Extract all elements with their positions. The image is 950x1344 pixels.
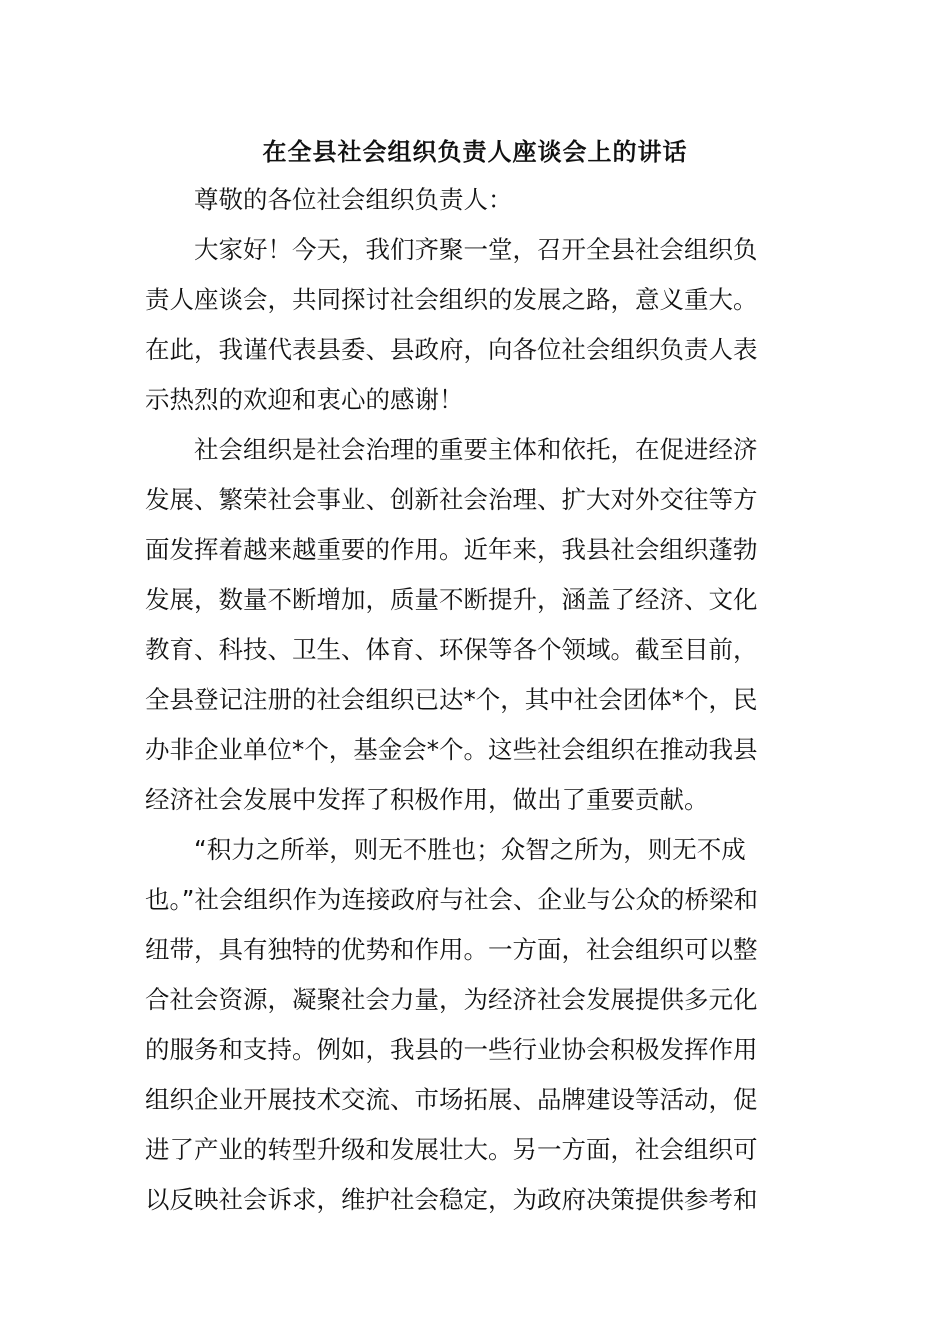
salutation: 尊敬的各位社会组织负责人： bbox=[194, 185, 513, 214]
paragraph-line: 的服务和支持。例如，我县的一些行业协会积极发挥作用 bbox=[145, 1035, 758, 1064]
paragraph-line: 办非企业单位*个，基金会*个。这些社会组织在推动我县 bbox=[145, 735, 758, 764]
paragraph-line: 责人座谈会，共同探讨社会组织的发展之路，意义重大。 bbox=[145, 285, 758, 314]
paragraph-line: 纽带，具有独特的优势和作用。一方面，社会组织可以整 bbox=[145, 935, 758, 964]
paragraph-line: 发展，数量不断增加，质量不断提升，涵盖了经济、文化 bbox=[145, 585, 758, 614]
paragraph-line: 组织企业开展技术交流、市场拓展、品牌建设等活动，促 bbox=[145, 1085, 758, 1114]
page-title: 在全县社会组织负责人座谈会上的讲话 bbox=[262, 138, 688, 166]
paragraph-line: 全县登记注册的社会组织已达*个，其中社会团体*个，民 bbox=[145, 685, 758, 714]
paragraph-line: 以反映社会诉求，维护社会稳定，为政府决策提供参考和 bbox=[145, 1185, 758, 1214]
paragraph-line: 教育、科技、卫生、体育、环保等各个领域。截至目前， bbox=[145, 635, 758, 664]
paragraph-line: 进了产业的转型升级和发展壮大。另一方面，社会组织可 bbox=[145, 1135, 758, 1164]
paragraph-line: 大家好！今天，我们齐聚一堂，召开全县社会组织负 bbox=[194, 235, 758, 264]
paragraph-line: 在此，我谨代表县委、县政府，向各位社会组织负责人表 bbox=[145, 335, 758, 364]
paragraph-line: 合社会资源，凝聚社会力量，为经济社会发展提供多元化 bbox=[145, 985, 758, 1014]
paragraph-line: 面发挥着越来越重要的作用。近年来，我县社会组织蓬勃 bbox=[145, 535, 758, 564]
paragraph-line: 也。”社会组织作为连接政府与社会、企业与公众的桥梁和 bbox=[145, 885, 758, 914]
paragraph-line: 发展、繁荣社会事业、创新社会治理、扩大对外交往等方 bbox=[145, 485, 758, 514]
paragraph-line: “积力之所举，则无不胜也；众智之所为，则无不成 bbox=[194, 835, 746, 864]
paragraph-line: 经济社会发展中发挥了积极作用，做出了重要贡献。 bbox=[145, 785, 709, 814]
paragraph-line: 社会组织是社会治理的重要主体和依托，在促进经济 bbox=[194, 435, 758, 464]
paragraph-line: 示热烈的欢迎和衷心的感谢！ bbox=[145, 385, 464, 414]
